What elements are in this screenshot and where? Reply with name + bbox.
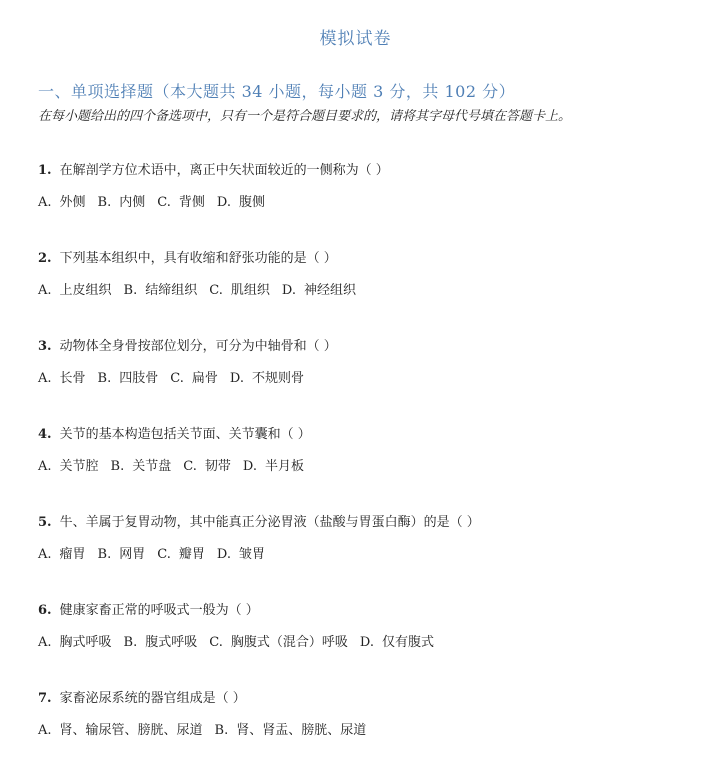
answer-option [157,193,205,213]
option-row [38,633,688,653]
question-text: 在解剖学方位术语中，离正中矢状面较近的一侧称为（ ） [59,163,389,178]
option-letter: A. [38,371,52,386]
question-stem [38,689,688,709]
option-letter: A. [38,547,52,562]
option-letter: D. [216,195,231,210]
option-letter: B. [214,723,229,738]
option-row [38,545,688,565]
option-letter: D. [281,283,296,298]
question-item [38,337,688,389]
answer-option [230,369,304,389]
question-number: 1. [38,163,52,178]
option-letter: D. [216,547,231,562]
option-letter: B. [97,195,112,210]
option-letter: C. [157,547,171,562]
option-text: 腹侧 [238,195,265,210]
option-letter: C. [170,371,184,386]
question-text: 关节的基本构造包括关节面、关节囊和（ ） [59,427,311,442]
option-text: 关节盘 [132,459,172,474]
question-number: 5. [38,515,52,530]
question-item [38,161,688,213]
option-letter: B. [123,283,138,298]
option-text: 四肢骨 [119,371,159,386]
option-letter: B. [110,459,125,474]
option-text: 关节腔 [59,459,99,474]
question-item [38,601,688,653]
answer-option [243,457,304,477]
question-stem [38,249,688,269]
answer-option [157,545,205,565]
answer-option [360,633,434,653]
option-letter: C. [183,459,197,474]
answer-option [38,633,112,653]
answer-option [38,545,86,565]
question-number: 4. [38,427,52,442]
option-text: 背侧 [178,195,205,210]
option-text: 瘤胃 [59,547,86,562]
answer-option [38,369,86,389]
option-row [38,193,688,213]
section-heading: 一、单项选择题（本大题共 34 小题，每小题 3 分，共 102 分） [38,82,516,101]
answer-option [209,281,270,301]
option-letter: D. [359,635,374,650]
option-text: 腹式呼吸 [145,635,198,650]
answer-option [217,545,265,565]
option-text: 上皮组织 [59,283,112,298]
option-row [38,281,688,301]
answer-option [111,457,172,477]
question-number: 2. [38,251,52,266]
question-text: 下列基本组织中，具有收缩和舒张功能的是（ ） [59,251,337,266]
question-item [38,425,688,477]
option-letter: C. [209,635,223,650]
answer-option [38,721,203,741]
option-text: 扁骨 [191,371,218,386]
question-stem [38,337,688,357]
question-number: 6. [38,603,52,618]
option-text: 外侧 [59,195,86,210]
answer-option [98,369,159,389]
option-text: 肾、肾盂、膀胱、尿道 [236,723,367,738]
option-letter: A. [38,283,52,298]
answer-option [170,369,218,389]
option-text: 瓣胃 [178,547,205,562]
option-text: 网胃 [119,547,146,562]
question-number: 7. [38,691,52,706]
question-text: 家畜泌尿系统的器官组成是（ ） [59,691,246,706]
answer-option [124,281,198,301]
option-text: 结缔组织 [145,283,198,298]
question-stem [38,601,688,621]
answer-option [282,281,356,301]
option-text: 长骨 [59,371,86,386]
section-instruction: 在每小题给出的四个备选项中，只有一个是符合题目要求的，请将其字母代号填在答题卡上。 [38,109,572,124]
question-text: 健康家畜正常的呼吸式一般为（ ） [59,603,259,618]
answer-option [38,281,112,301]
option-letter: D. [242,459,257,474]
answer-option [98,193,146,213]
answer-option [124,633,198,653]
option-letter: A. [38,635,52,650]
answer-option [209,633,348,653]
option-text: 神经组织 [303,283,356,298]
answer-option [183,457,231,477]
question-number: 3. [38,339,52,354]
option-text: 胸腹式（混合）呼吸 [230,635,348,650]
question-stem [38,513,688,533]
option-text: 肾、输尿管、膀胱、尿道 [59,723,203,738]
option-text: 不规则骨 [251,371,304,386]
answer-option [38,193,86,213]
option-text: 内侧 [119,195,146,210]
question-item [38,249,688,301]
option-text: 半月板 [264,459,304,474]
question-text: 动物体全身骨按部位划分，可分为中轴骨和（ ） [59,339,337,354]
option-letter: B. [123,635,138,650]
option-letter: A. [38,459,52,474]
option-text: 仅有腹式 [381,635,434,650]
option-text: 胸式呼吸 [59,635,112,650]
question-item [38,513,688,565]
answer-option [38,457,99,477]
question-stem [38,161,688,181]
answer-option [217,193,265,213]
option-letter: B. [97,547,112,562]
question-stem [38,425,688,445]
option-text: 皱胃 [238,547,265,562]
option-letter: B. [97,371,112,386]
question-item [38,689,688,741]
answer-option [98,545,146,565]
option-text: 肌组织 [230,283,270,298]
option-text: 韧带 [204,459,231,474]
answer-option [215,721,367,741]
option-letter: C. [157,195,171,210]
option-letter: A. [38,195,52,210]
option-row [38,457,688,477]
option-letter: D. [229,371,244,386]
option-row [38,369,688,389]
page-title: 模拟试卷 [319,29,392,49]
question-text: 牛、羊属于复胃动物，其中能真正分泌胃液（盐酸与胃蛋白酶）的是（ ） [59,515,480,530]
option-letter: A. [38,723,52,738]
option-letter: C. [209,283,223,298]
option-row [38,721,688,741]
